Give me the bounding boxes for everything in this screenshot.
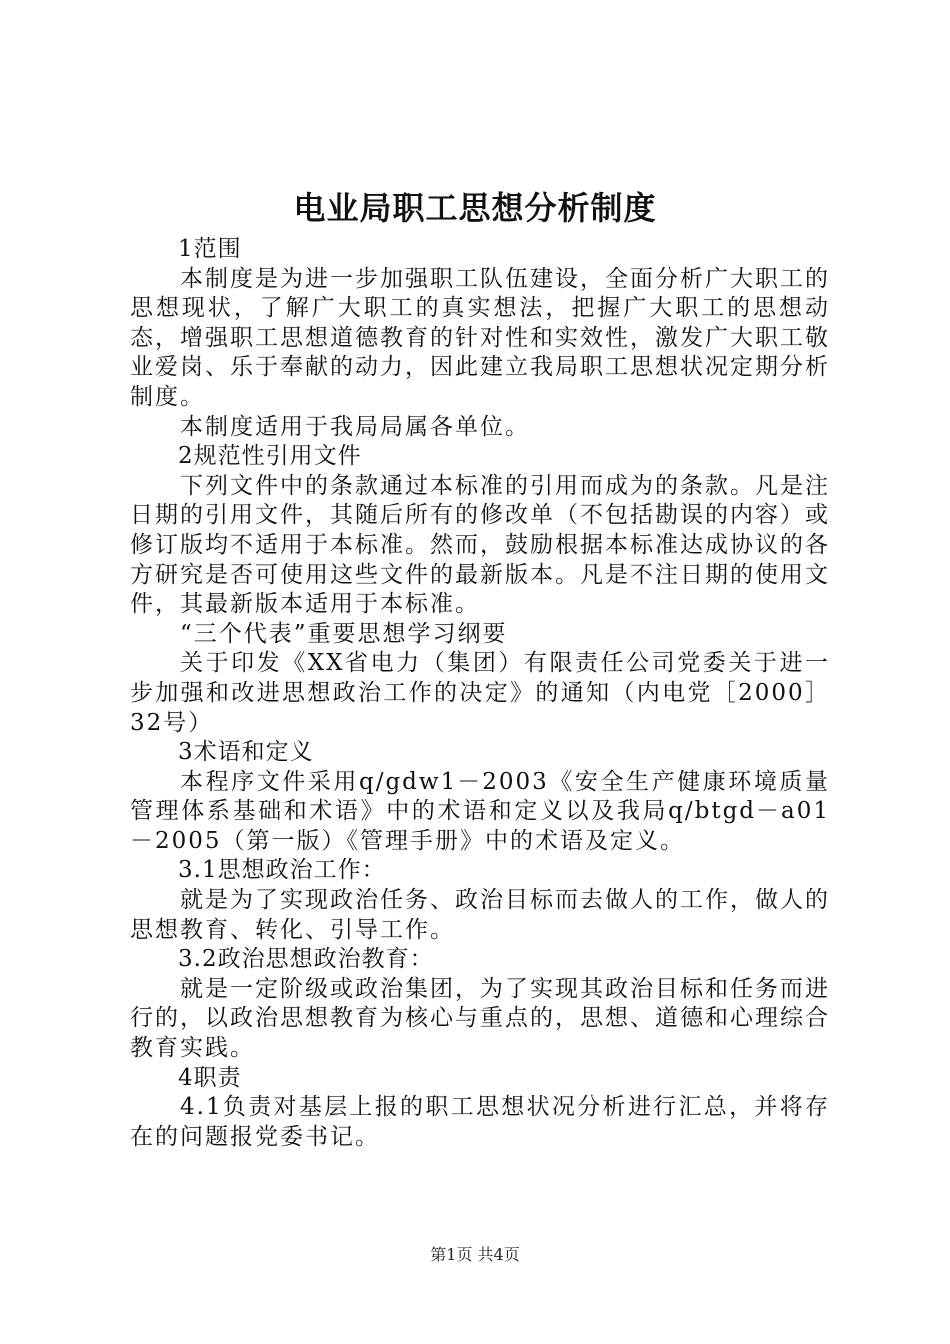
section-heading: 4职责 [178, 1064, 242, 1091]
section-heading: 3.2政治思想政治教育： [178, 946, 434, 973]
paragraph: 就是为了实现政治任务、政治目标而去做人的工作，做人的思想教育、转化、引导工作。 [130, 887, 830, 943]
paragraph: 本制度是为进一步加强职工队伍建设，全面分析广大职工的思想现状，了解广大职工的真实想法，把握广大职工的思想动态，增强职工思想道德教育的针对性和实效性，激发广大职工敬业爱岗、乐于奉献的动力，因此建立我局职工思想状况定期分析制度。 [130, 265, 830, 410]
section-heading: 2规范性引用文件 [178, 443, 362, 470]
document-title: 电业局职工思想分析制度 [293, 189, 657, 227]
paragraph: 本程序文件采用q/gdw1－2003《安全生产健康环境质量管理体系基础和术语》中的术语和定义以及我局q/btgd－a01－2005（第一版）《管理手册》中的术语及定义。 [130, 768, 830, 854]
paragraph: 4.1负责对基层上报的职工思想状况分析进行汇总，并将存在的问题报党委书记。 [130, 1094, 830, 1150]
paragraph: 就是一定阶级或政治集团，为了实现其政治目标和任务而进行的，以政治思想教育为核心与重点的，思想、道德和心理综合教育实践。 [130, 975, 830, 1062]
paragraph: 下列文件中的条款通过本标准的引用而成为的条款。凡是注日期的引用文件，其随后所有的修改单（不包括勘误的内容）或修订版均不适用于本标准。然而，鼓励根据本标准达成协议的各方研究是否可使用这些文件的最新版本。凡是不注日期的使用文件，其最新版本适用于本标准。 [130, 472, 830, 618]
document-body [130, 235, 830, 1152]
paragraph: “三个代表”重要思想学习纲要 [180, 620, 508, 647]
section-heading: 3术语和定义 [178, 739, 314, 766]
section-heading: 1范围 [178, 236, 242, 262]
paragraph: 关于印发《XX省电力（集团）有限责任公司党委关于进一步加强和改进思想政治工作的决定》的通知（内电党［2000］32号） [130, 650, 830, 736]
page-footer: 第1页 共4页 [430, 1245, 520, 1264]
section-heading: 3.1思想政治工作： [178, 857, 386, 884]
paragraph: 本制度适用于我局局属各单位。 [180, 413, 530, 440]
